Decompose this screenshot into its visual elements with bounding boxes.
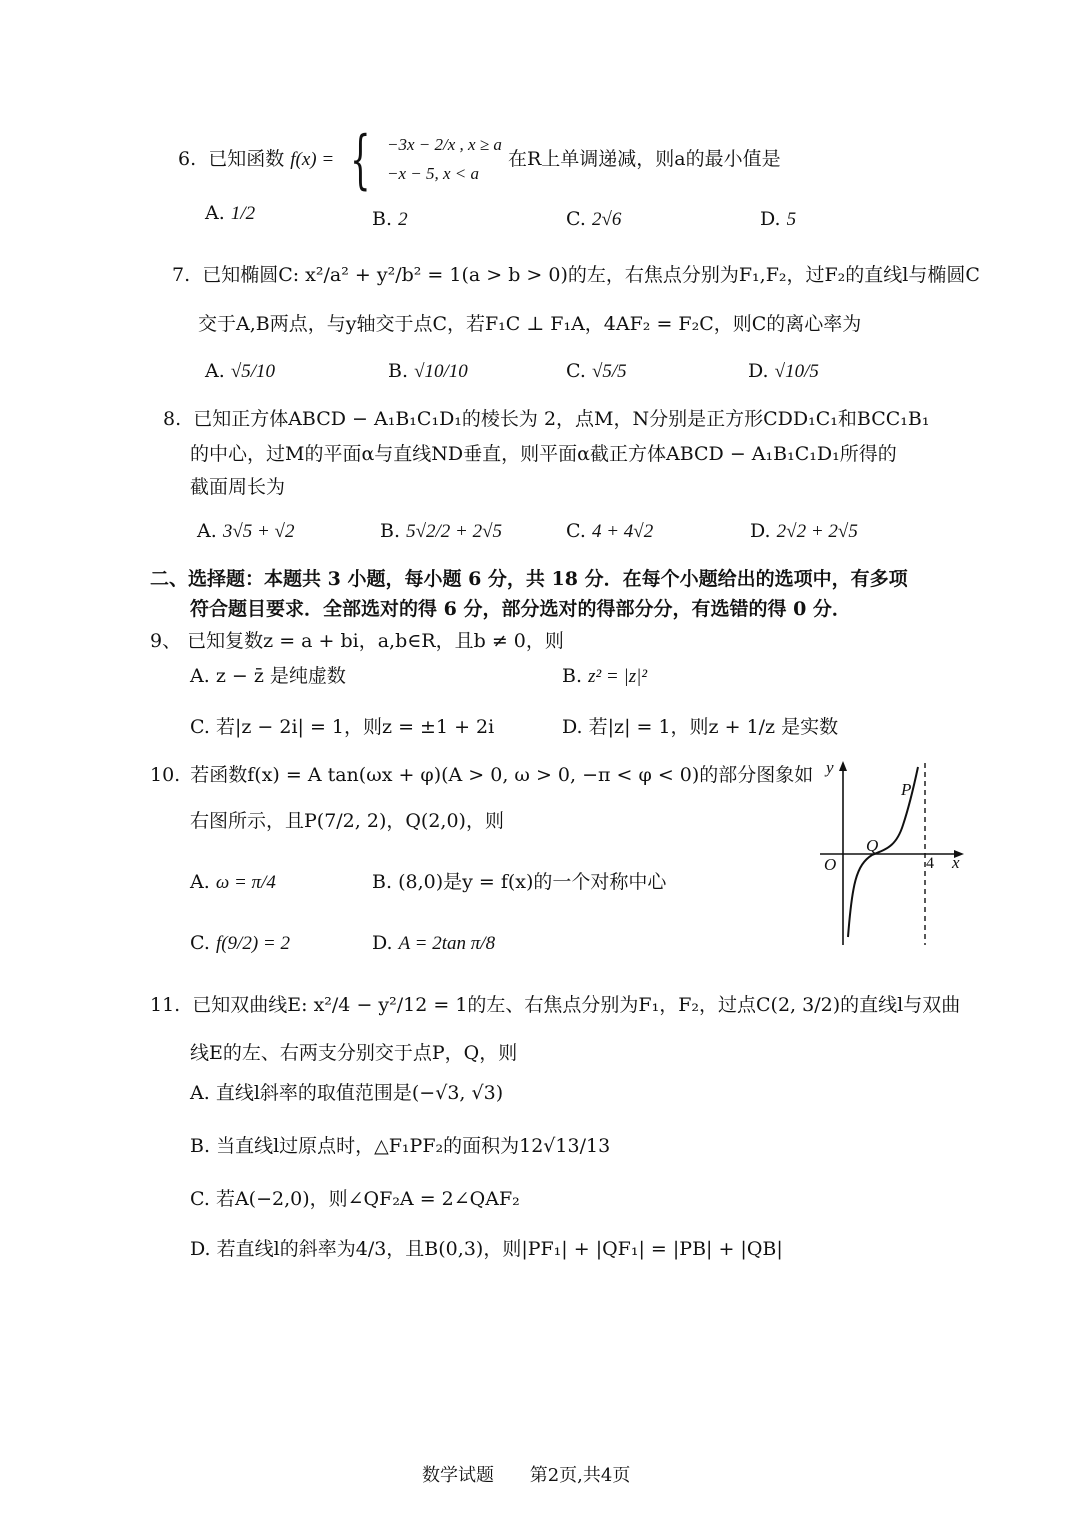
q10-option-d-value: A = 2tan π/8 — [398, 933, 496, 954]
q11-line2: 线E的左、右两支分别交于点P，Q，则 — [190, 1042, 518, 1064]
q10-option-c[interactable]: C. f(9/2) = 2 — [190, 932, 290, 954]
q6-case1: −3x − 2/x , x ≥ a — [387, 135, 502, 155]
q10-option-b-value: (8,0)是y = f(x)的一个对称中心 — [398, 871, 667, 893]
q6-suffix: 在R上单调递减，则a的最小值是 — [507, 148, 781, 170]
q7-option-b-value: √10/10 — [414, 361, 468, 382]
q6-option-a[interactable]: A. 1/2 — [205, 202, 256, 224]
q9-option-d[interactable]: D. 若|z| = 1，则z + 1/z 是实数 — [562, 716, 839, 738]
q8-option-d-value: 2√2 + 2√5 — [776, 521, 858, 542]
q11-option-d-value: 若直线l的斜率为4/3，且B(0,3)，则|PF₁| + |QF₁| = |PB| + |QB| — [216, 1238, 783, 1260]
q7-line2: 交于A,B两点，与y轴交于点C，若F₁C ⊥ F₁A，4AF₂ = F₂C，则C的离心率为 — [198, 313, 862, 335]
q11-line1: 11. 已知双曲线E: x²/4 − y²/12 = 1的左、右焦点分别为F₁，F₂，过点C(2, 3/2)的直线l与双曲 — [150, 994, 961, 1016]
q6-piecewise — [387, 131, 502, 189]
q7-option-c[interactable]: C. √5/5 — [566, 360, 627, 382]
footer-subject: 数学试题 — [422, 1465, 494, 1486]
q9-option-b[interactable]: B. z² = |z|² — [562, 665, 648, 687]
q6-option-c-value: 2√6 — [591, 209, 622, 230]
q10-option-a[interactable]: A. ω = π/4 — [190, 871, 276, 893]
q7-option-c-value: √5/5 — [591, 361, 627, 382]
q8-number: 8. — [163, 408, 182, 430]
q11-number: 11. — [150, 994, 181, 1016]
section2-line2: 符合题目要求．全部选对的得 6 分，部分选对的得部分分，有选错的得 0 分． — [190, 598, 851, 620]
footer — [422, 1467, 630, 1485]
q10-option-c-value: f(9/2) = 2 — [215, 933, 290, 954]
q10-option-b[interactable]: B. (8,0)是y = f(x)的一个对称中心 — [372, 871, 667, 893]
q8-option-c-value: 4 + 4√2 — [591, 521, 654, 542]
q6-case2: −x − 5, x < a — [387, 164, 480, 183]
q9-option-b-value: z² = |z|² — [588, 666, 648, 687]
q8-option-b-value: 5√2/2 + 2√5 — [406, 521, 503, 542]
x-label: x — [952, 853, 960, 872]
q11-option-b-value: 当直线l过原点时，△F₁PF₂的面积为12√13/13 — [216, 1135, 611, 1157]
q8-line2: 的中心，过M的平面α与直线ND垂直，则平面α截正方体ABCD − A₁B₁C₁D₁所得的 — [190, 443, 897, 465]
p-label: P — [901, 780, 912, 799]
q6-option-c[interactable]: C. 2√6 — [566, 208, 622, 230]
q7-option-a[interactable]: A. √5/10 — [205, 360, 276, 382]
q6-fx: f(x) = — [290, 149, 335, 170]
q10-line2: 右图所示，且P(7/2, 2)，Q(2,0)，则 — [190, 810, 504, 832]
q9-option-c-value: 若|z − 2i| = 1，则z = ±1 + 2i — [215, 716, 495, 738]
q11-option-a[interactable]: A. 直线l斜率的取值范围是(−√3, √3) — [190, 1082, 504, 1104]
q9-option-c[interactable]: C. 若|z − 2i| = 1，则z = ±1 + 2i — [190, 716, 495, 738]
q11-option-d[interactable]: D. 若直线l的斜率为4/3，且B(0,3)，则|PF₁| + |QF₁| = |PB| + |QB| — [190, 1238, 783, 1260]
q10-line1: 10. 若函数f(x) = A tan(ωx + φ)(A > 0, ω > 0, −π < φ < 0)的部分图象如 — [150, 764, 814, 786]
q7-option-d[interactable]: D. √10/5 — [748, 360, 819, 382]
q10-option-a-value: ω = π/4 — [215, 872, 276, 893]
q9-option-a-value: z − z̄ 是纯虚数 — [215, 665, 346, 687]
q8-line1: 8. 已知正方体ABCD − A₁B₁C₁D₁的棱长为 2，点M，N分别是正方形CDD₁C₁和BCC₁B₁ — [163, 408, 930, 430]
q7-option-a-value: √5/10 — [230, 361, 276, 382]
q6-prefix: 已知函数 — [208, 148, 285, 170]
q11-option-c-value: 若A(−2,0)，则∠QF₂A = 2∠QAF₂ — [215, 1188, 520, 1210]
q7-option-b[interactable]: B. √10/10 — [388, 360, 468, 382]
q6-option-b-value: 2 — [398, 209, 408, 230]
q9-stem: 9、 已知复数z = a + bi，a,b∈R，且b ≠ 0，则 — [150, 630, 564, 652]
q8-option-a-value: 3√5 + √2 — [222, 521, 295, 542]
q7-option-d-value: √10/5 — [774, 361, 819, 382]
section2-line1: 二、选择题：本题共 3 小题，每小题 6 分，共 18 分．在每个小题给出的选项中，有多项 — [150, 568, 908, 590]
q9-option-a[interactable]: A. z − z̄ 是纯虚数 — [190, 665, 346, 687]
q8-option-c[interactable]: C. 4 + 4√2 — [566, 520, 654, 542]
q-label: Q — [866, 836, 879, 855]
q6-number: 6. — [178, 148, 197, 170]
q10-option-d[interactable]: D. A = 2tan π/8 — [372, 932, 496, 954]
q6-option-a-value: 1/2 — [230, 203, 256, 224]
asymptote-label: 4 — [926, 855, 934, 872]
q8-line3: 截面周长为 — [190, 476, 286, 498]
q11-option-a-value: 直线l斜率的取值范围是(−√3, √3) — [215, 1082, 504, 1104]
y-label: y — [826, 758, 834, 777]
origin-label: O — [824, 855, 837, 874]
q6-option-b[interactable]: B. 2 — [372, 208, 408, 230]
q6-option-d[interactable]: D. 5 — [760, 208, 797, 230]
q6-stem: 6. 已知函数 f(x) = { −3x − 2/x , x ≥ a −x − 5, x < a 在R上单调递减，则a的最小值是 — [178, 123, 781, 197]
q7-line1: 7. 已知椭圆C: x²/a² + y²/b² = 1(a > b > 0)的左，右焦点分别为F₁,F₂，过F₂的直线l与椭圆C — [172, 264, 980, 286]
q11-option-b[interactable]: B. 当直线l过原点时，△F₁PF₂的面积为12√13/13 — [190, 1135, 611, 1157]
y-axis-arrow — [839, 761, 847, 771]
q7-number: 7. — [172, 264, 191, 286]
q9-number: 9、 — [150, 630, 182, 652]
q10-graph — [800, 755, 980, 950]
q8-option-a[interactable]: A. 3√5 + √2 — [197, 520, 295, 542]
footer-page: 第2页,共4页 — [529, 1465, 631, 1486]
q9-option-d-value: 若|z| = 1，则z + 1/z 是实数 — [588, 716, 839, 738]
q11-option-c[interactable]: C. 若A(−2,0)，则∠QF₂A = 2∠QAF₂ — [190, 1188, 520, 1210]
q8-option-b[interactable]: B. 5√2/2 + 2√5 — [380, 520, 503, 542]
q8-option-d[interactable]: D. 2√2 + 2√5 — [750, 520, 858, 542]
q6-option-d-value: 5 — [786, 209, 797, 230]
q10-number: 10. — [150, 764, 181, 786]
